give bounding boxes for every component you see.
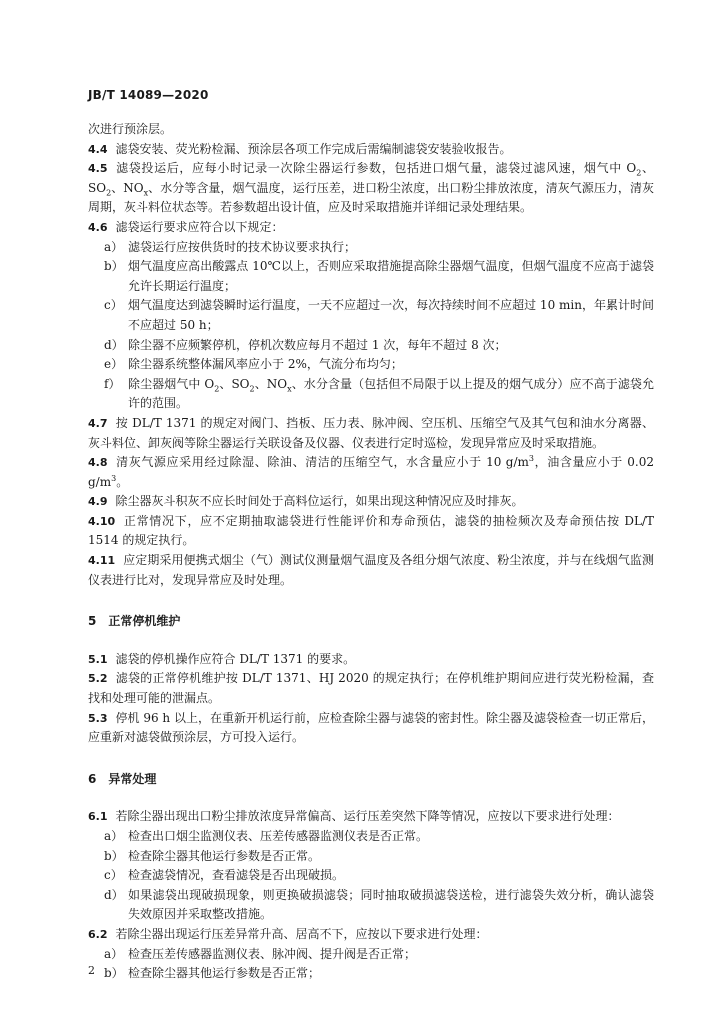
clause-4-9 bbox=[88, 492, 654, 512]
section-5-heading bbox=[88, 612, 654, 632]
clause-number: 5.3 bbox=[88, 711, 108, 725]
section-number: 5 bbox=[88, 614, 97, 629]
item-label: c） bbox=[104, 298, 123, 313]
subscript: x bbox=[143, 188, 149, 198]
item-text: 除尘器系统整体漏风率应小于 2%，气流分布均匀； bbox=[128, 357, 403, 372]
list-item bbox=[104, 886, 654, 925]
item-text: 检查除尘器其他运行参数是否正常。 bbox=[128, 848, 321, 863]
clause-text: 若除尘器出现运行压差异常升高、居高不下，应按以下要求进行处理： bbox=[115, 926, 488, 941]
clause-4-8 bbox=[88, 453, 654, 492]
section-title: 异常处理 bbox=[108, 771, 157, 786]
item-label: a） bbox=[104, 829, 124, 843]
clause-text: 滤袋安装、荧光粉检漏、预涂层各项工作完成后需编制滤袋安装验收报告。 bbox=[115, 141, 512, 156]
item-text: 检查压差传感器监测仪表、脉冲阀、提升阀是否正常； bbox=[128, 946, 417, 961]
clause-number: 5.2 bbox=[88, 672, 108, 686]
list-item bbox=[104, 296, 654, 335]
item-label: b） bbox=[104, 966, 124, 981]
item-text bbox=[128, 375, 654, 414]
clause-text: 应定期采用便携式烟尘（气）测试仪测量烟气温度及各组分烟气浓度、粉尘浓度，并与在线烟气监测仪表进行比对，发现异常应及时处理。 bbox=[88, 553, 654, 587]
clause-text: 滤袋的停机操作应符合 DL/T 1371 的要求。 bbox=[115, 651, 356, 666]
item-text-part: 、SO bbox=[219, 376, 250, 391]
subscript: 2 bbox=[249, 384, 255, 394]
clause-text: 滤袋运行要求应符合以下规定： bbox=[115, 219, 284, 234]
clause-4-6 bbox=[88, 218, 654, 238]
item-text-part: 、NO bbox=[254, 376, 288, 391]
standard-header: JB/T 14089—2020 bbox=[88, 88, 209, 102]
item-text: 检查出口烟尘监测仪表、压差传感器监测仪表是否正常。 bbox=[128, 829, 429, 843]
clause-text: 滤袋的正常停机维护按 DL/T 1371、HJ 2020 的规定执行；在停机维护期间应进行荧光粉检漏，查找和处理可能的泄漏点。 bbox=[88, 671, 654, 706]
list-item bbox=[104, 866, 654, 886]
clause-4-5: 4.5 滤袋投运后，应每小时记录一次除尘器运行参数，包括进口烟气量，滤袋过滤风速，烟气中 $O_2$、$SO_2$、$NO_x$、水分等含量，烟气温度，运行压差，进口粉尘浓度，出口粉尘排放浓度，清灰气源压力，清灰周期，灰斗料位状态等。若参数超出设计值，应及时采取措施并详细记录处理结果。 bbox=[88, 161, 654, 215]
clause-text: 若除尘器出现出口粉尘排放浓度异常偏高、运行压差突然下降等情况，应按以下要求进行处理： bbox=[115, 809, 620, 824]
item-label: b） bbox=[104, 848, 124, 863]
item-label: c） bbox=[104, 868, 123, 883]
item-text: 烟气温度达到滤袋瞬时运行温度，一天不应超过一次，每次持续时间不应超过 10 min，年累计时间不应超过 50 h； bbox=[128, 298, 654, 332]
item-label: e） bbox=[104, 357, 124, 372]
clause-text: 清灰气源应采用经过除湿、除油、清洁的压缩空气，水含量应小于 10 g/m bbox=[115, 455, 529, 470]
page-number: 2 bbox=[88, 964, 95, 977]
clause-text: 。 bbox=[116, 474, 129, 489]
clause-number: 6.2 bbox=[88, 927, 108, 941]
clause-4-7 bbox=[88, 414, 654, 453]
clause-4-4 bbox=[88, 140, 654, 160]
list-item bbox=[104, 336, 654, 356]
document-body bbox=[88, 120, 654, 984]
item-label: d） bbox=[104, 337, 124, 352]
item-text-part: 、水分含量（包括但不局限于以上提及的烟气成分）应不高于滤袋允许的范围。 bbox=[128, 376, 654, 411]
clause-5-3 bbox=[88, 709, 654, 748]
clause-number: 4.4 bbox=[88, 142, 108, 156]
item-label: f） bbox=[104, 376, 121, 391]
clause-text: SO bbox=[88, 180, 107, 195]
clause-5-2 bbox=[88, 669, 654, 708]
item-text: 除尘器不应频繁停机，停机次数应每月不超过 1 次，每年不超过 8 次； bbox=[128, 337, 507, 352]
clause-6-2 bbox=[88, 925, 654, 945]
section-6-heading bbox=[88, 770, 654, 790]
item-text: 如果滤袋出现破损现象，则更换破损滤袋；同时抽取破损滤袋送检，进行滤袋失效分析，确认滤袋失效原因并采取整改措施。 bbox=[128, 887, 654, 922]
clause-number: 5.1 bbox=[88, 652, 108, 666]
superscript: 3 bbox=[111, 473, 117, 483]
item-text: 滤袋运行应按供货时的技术协议要求执行； bbox=[128, 239, 357, 254]
clause-number: 4.6 bbox=[88, 220, 108, 234]
clause-number: 4.9 bbox=[88, 495, 108, 509]
section-number: 6 bbox=[88, 771, 97, 786]
item-label: b） bbox=[104, 259, 124, 274]
clause-4-11 bbox=[88, 551, 654, 590]
clause-number: 4.11 bbox=[88, 554, 116, 568]
clause-text: 按 DL/T 1371 的规定对阀门、挡板、压力表、脉冲阀、空压机、压缩空气及其气包和油水分离器、灰斗料位、卸灰阀等除尘器运行关联设备及仪器、仪表进行定时巡检，发现异常应及时采取措施。 bbox=[88, 415, 654, 450]
clause-text: ，油含量应小于 0.02 g/m bbox=[88, 455, 654, 489]
item-text: 检查滤袋情况，查看滤袋是否出现破损。 bbox=[128, 868, 345, 883]
list-item bbox=[104, 257, 654, 296]
item-label: a） bbox=[104, 239, 124, 254]
clause-text: 、水分等含量，烟气温度，运行压差，进口粉尘浓度，出口粉尘排放浓度，清灰气源压力，清灰周期，灰斗料位状态等。若参数超出设计值，应及时采取措施并详细记录处理结果。 bbox=[88, 180, 654, 215]
clause-number: 4.7 bbox=[88, 416, 108, 430]
subscript: 2 bbox=[214, 384, 220, 394]
clause-text: 停机 96 h 以上，在重新开机运行前，应检查除尘器与滤袋的密封性。除尘器及滤袋检查一切正常后，应重新对滤袋做预涂层，方可投入运行。 bbox=[88, 710, 654, 745]
clause-number: 6.1 bbox=[88, 810, 108, 824]
clause-text: 除尘器灰斗积灰不应长时间处于高料位运行，如果出现这种情况应及时排灰。 bbox=[115, 494, 524, 509]
list-item bbox=[104, 847, 654, 867]
list-item bbox=[104, 964, 654, 984]
list-item bbox=[104, 355, 654, 375]
subscript: x bbox=[287, 384, 292, 394]
clause-number: 4.5 bbox=[88, 162, 108, 176]
item-text-part: 除尘器烟气中 O bbox=[128, 376, 215, 391]
clause-5-1 bbox=[88, 650, 654, 670]
clause-text: 滤袋投运后，应每小时记录一次除尘器运行参数，包括进口烟气量，滤袋过滤风速，烟气中 O bbox=[115, 161, 637, 176]
list-item bbox=[104, 238, 654, 258]
item-text: 烟气温度应高出酸露点 10℃以上，否则应采取措施提高除尘器烟气温度，但烟气温度不应高于滤袋允许长期运行温度； bbox=[128, 259, 654, 293]
list-item bbox=[104, 945, 654, 965]
clause-6-1 bbox=[88, 807, 654, 827]
subscript: 2 bbox=[106, 188, 112, 198]
list-item bbox=[104, 375, 654, 414]
subscript: 2 bbox=[636, 168, 642, 178]
clause-text: 正常情况下，应不定期抽取滤袋进行性能评价和寿命预估，滤袋的抽检频次及寿命预估按 DL/T 1514 的规定执行。 bbox=[88, 513, 654, 548]
clause-number: 4.10 bbox=[88, 514, 116, 528]
superscript: 3 bbox=[528, 454, 534, 464]
list-item bbox=[104, 827, 654, 847]
continued-text: 次进行预涂层。 bbox=[88, 122, 173, 136]
clause-number: 4.8 bbox=[88, 456, 108, 470]
item-label: d） bbox=[104, 887, 124, 902]
clause-text: 、NO bbox=[111, 180, 144, 195]
section-title: 正常停机维护 bbox=[108, 614, 181, 629]
clause-4-10 bbox=[88, 512, 654, 551]
item-text: 检查除尘器其他运行参数是否正常； bbox=[128, 966, 321, 981]
item-label: a） bbox=[104, 946, 124, 961]
